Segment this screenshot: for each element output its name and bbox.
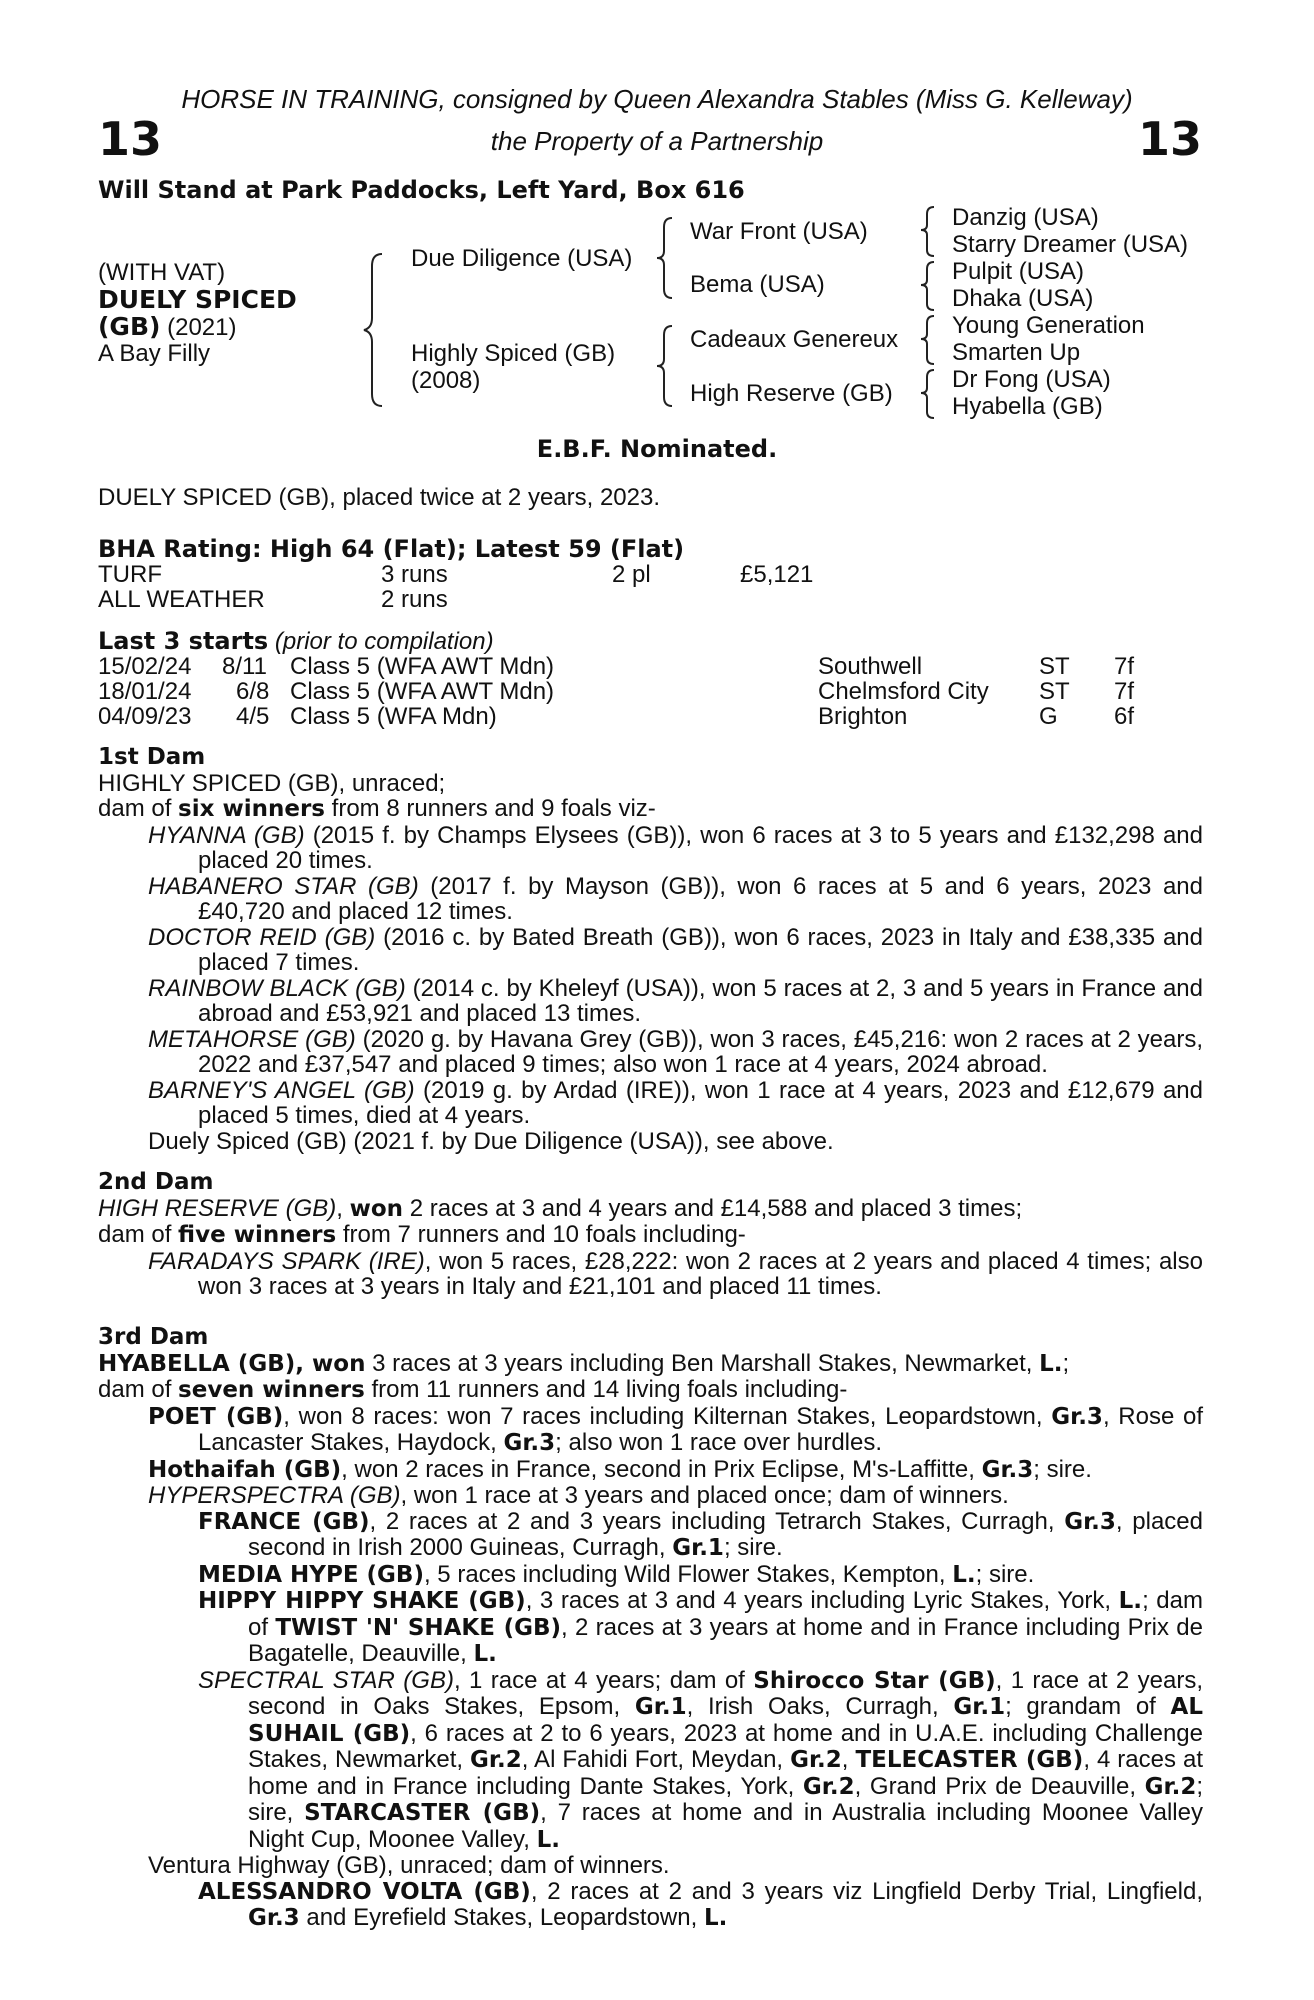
gg-8: Hyabella (GB) bbox=[952, 393, 1103, 420]
second-dam-section bbox=[98, 1170, 1203, 1300]
start-row bbox=[98, 653, 191, 681]
turf-runs: 3 runs bbox=[381, 561, 448, 588]
produce-entry: FARADAYS SPARK (IRE), won 5 races, £28,222: won 2 races at 2 years and placed 4 times; also won 3 races at 3 years in Italy and £21,101 and placed 11 times. bbox=[148, 1247, 1203, 1300]
start-going: ST bbox=[1039, 653, 1070, 680]
horse-name: DUELY SPICED bbox=[98, 285, 297, 314]
start-going: G bbox=[1039, 703, 1058, 730]
gg-4: Dhaka (USA) bbox=[952, 285, 1094, 312]
start-course: Southwell bbox=[818, 653, 923, 680]
gg-6: Smarten Up bbox=[952, 339, 1081, 366]
start-date: 04/09/23 bbox=[98, 703, 192, 730]
dam: Highly Spiced (GB) bbox=[411, 340, 616, 367]
produce-entry: Duely Spiced (GB) (2021 f. by Due Diligence (USA)), see above. bbox=[148, 1127, 834, 1155]
start-course: Chelmsford City bbox=[818, 678, 989, 705]
produce-entry: BARNEY'S ANGEL (GB) (2019 g. by Ardad (IRE)), won 1 race at 4 years, 2023 and £12,679 and placed 5 times, died at 4 years. bbox=[148, 1076, 1203, 1129]
pedigree-brace-dam bbox=[654, 323, 678, 409]
produce-entry: HIPPY HIPPY SHAKE (GB), 3 races at 3 and 4 years including Lyric Stakes, York, L.; dam of TWIST 'N' SHAKE (GB), 2 races at 3 years at home and in France including Prix de Bagatelle, Deauville, L. bbox=[198, 1587, 1203, 1667]
produce-entry: SPECTRAL STAR (GB), 1 race at 4 years; dam of Shirocco Star (GB), 1 race at 2 years, second in Oaks Stakes, Epsom, Gr.1, Irish Oaks, Curragh, Gr.1; grandam of AL SUHAIL (GB), 6 races at 2 to 6 years, 2023 at home and in U.A.E. including Challenge Stakes, Newmarket, Gr.2, Al Fahidi Fort, Meydan, Gr.2, TELECASTER (GB), 4 races at home and in France including Dante Stakes, York, Gr.2, Grand Prix de Deauville, Gr.2; sire, STARCASTER (GB), 7 races at home and in Australia including Moonee Valley Night Cup, Moonee Valley, L. bbox=[198, 1666, 1204, 1853]
start-position: 6/8 bbox=[236, 678, 270, 705]
third-dam-produce-line: dam of seven winners from 11 runners and 14 living foals including- bbox=[98, 1376, 848, 1403]
start-going: ST bbox=[1039, 678, 1070, 705]
start-class: Class 5 (WFA AWT Mdn) bbox=[290, 653, 555, 680]
vat-label: (WITH VAT) bbox=[98, 259, 226, 286]
horse-description: A Bay Filly bbox=[98, 340, 211, 367]
third-dam-section bbox=[98, 1325, 1203, 1932]
produce-entry: Hothaifah (GB), won 2 races in France, second in Prix Eclipse, M's-Laffitte, Gr.3; sire. bbox=[148, 1455, 1092, 1483]
ebf-nominated: E.B.F. Nominated. bbox=[536, 435, 778, 463]
dam-dam: High Reserve (GB) bbox=[690, 380, 893, 407]
produce-entry: DOCTOR REID (GB) (2016 c. by Bated Breath (GB)), won 6 races, 2023 in Italy and £38,335 and placed 7 times. bbox=[148, 923, 1203, 976]
lot-number-left: 13 bbox=[98, 112, 163, 166]
second-dam-produce-line: dam of five winners from 7 runners and 10 foals including- bbox=[98, 1221, 746, 1248]
start-distance: 6f bbox=[1114, 703, 1135, 730]
first-dam-produce-line: dam of six winners from 8 runners and 9 foals viz- bbox=[98, 795, 656, 822]
start-date: 15/02/24 bbox=[98, 653, 192, 680]
start-class: Class 5 (WFA Mdn) bbox=[290, 703, 497, 730]
third-dam-line: HYABELLA (GB), won 3 races at 3 years including Ben Marshall Stakes, Newmarket, L.; bbox=[98, 1349, 1070, 1377]
consignment-line: HORSE IN TRAINING, consigned by Queen Alexandra Stables (Miss G. Kelleway) bbox=[181, 84, 1133, 114]
aw-label: ALL WEATHER bbox=[98, 586, 265, 613]
start-date: 18/01/24 bbox=[98, 678, 192, 705]
gg-5: Young Generation bbox=[952, 312, 1145, 339]
dam-sire: Cadeaux Genereux bbox=[690, 326, 899, 353]
second-dam-line: HIGH RESERVE (GB), won 2 races at 3 and 4 years and £14,588 and placed 3 times; bbox=[98, 1194, 1023, 1222]
race-summary: DUELY SPICED (GB), placed twice at 2 years, 2023. bbox=[98, 484, 661, 511]
produce-entry: HYPERSPECTRA (GB), won 1 race at 3 years and placed once; dam of winners. bbox=[148, 1482, 1009, 1509]
gg-2: Starry Dreamer (USA) bbox=[952, 231, 1189, 258]
lot-number-right: 13 bbox=[1137, 112, 1202, 166]
pedigree-brace-gen3 bbox=[918, 204, 940, 434]
property-line: the Property of a Partnership bbox=[490, 126, 824, 156]
dam-year: (2008) bbox=[411, 367, 481, 394]
start-position: 4/5 bbox=[236, 703, 270, 730]
first-dam-heading: 1st Dam bbox=[98, 744, 206, 770]
pedigree-brace-main bbox=[360, 250, 390, 410]
turf-prize: £5,121 bbox=[740, 561, 814, 588]
start-distance: 7f bbox=[1114, 678, 1135, 705]
start-distance: 7f bbox=[1114, 653, 1135, 680]
produce-entry: RAINBOW BLACK (GB) (2014 c. by Kheleyf (USA)), won 5 races at 2, 3 and 5 years in France and abroad and £53,921 and placed 13 times. bbox=[148, 974, 1203, 1027]
turf-placings: 2 pl bbox=[612, 561, 651, 588]
turf-label: TURF bbox=[98, 561, 162, 588]
aw-runs: 2 runs bbox=[381, 586, 448, 613]
pedigree-brace-sire bbox=[654, 215, 678, 301]
produce-entry: FRANCE (GB), 2 races at 2 and 3 years including Tetrarch Stakes, Curragh, Gr.3, placed second in Irish 2000 Guineas, Curragh, Gr.1; sire. bbox=[198, 1507, 1203, 1561]
start-class: Class 5 (WFA AWT Mdn) bbox=[290, 678, 555, 705]
third-dam-heading: 3rd Dam bbox=[98, 1324, 209, 1350]
second-dam-heading: 2nd Dam bbox=[98, 1169, 214, 1195]
produce-entry: POET (GB), won 8 races: won 7 races including Kilternan Stakes, Leopardstown, Gr.3, Rose of Lancaster Stakes, Haydock, Gr.3; also won 1 race over hurdles. bbox=[148, 1402, 1204, 1456]
bha-rating: BHA Rating: High 64 (Flat); Latest 59 (Flat) bbox=[98, 535, 685, 563]
first-dam-line: HIGHLY SPICED (GB), unraced; bbox=[98, 769, 446, 797]
produce-entry: HABANERO STAR (GB) (2017 f. by Mayson (GB)), won 6 races at 5 and 6 years, 2023 and £40,720 and placed 12 times. bbox=[148, 872, 1203, 925]
first-dam-section bbox=[98, 745, 1203, 1154]
stand-location: Will Stand at Park Paddocks, Left Yard, Box 616 bbox=[98, 176, 745, 204]
produce-entry: METAHORSE (GB) (2020 g. by Havana Grey (GB)), won 3 races, £45,216: won 2 races at 2 years, 2022 and £37,547 and placed 9 times; also won 1 race at 4 years, 2024 abroad. bbox=[148, 1025, 1204, 1078]
produce-entry: ALESSANDRO VOLTA (GB), 2 races at 2 and 3 years viz Lingfield Derby Trial, Lingfield, Gr.3 and Eyrefield Stakes, Leopardstown, L. bbox=[198, 1877, 1203, 1931]
produce-entry: Ventura Highway (GB), unraced; dam of winners. bbox=[148, 1852, 670, 1879]
sire: Due Diligence (USA) bbox=[411, 245, 633, 272]
gg-3: Pulpit (USA) bbox=[952, 258, 1085, 285]
gg-1: Danzig (USA) bbox=[952, 204, 1099, 231]
sire-sire: War Front (USA) bbox=[690, 218, 868, 245]
horse-country-year: (GB) (2021) bbox=[98, 312, 237, 341]
produce-entry: HYANNA (GB) (2015 f. by Champs Elysees (GB)), won 6 races at 3 to 5 years and £132,298 and placed 20 times. bbox=[148, 821, 1204, 874]
start-course: Brighton bbox=[818, 703, 908, 730]
last-starts-heading: Last 3 starts (prior to compilation) bbox=[98, 627, 494, 655]
produce-entry: MEDIA HYPE (GB), 5 races including Wild Flower Stakes, Kempton, L.; sire. bbox=[198, 1560, 1035, 1588]
sire-dam: Bema (USA) bbox=[690, 271, 825, 298]
gg-7: Dr Fong (USA) bbox=[952, 366, 1111, 393]
start-position: 8/11 bbox=[222, 653, 267, 680]
